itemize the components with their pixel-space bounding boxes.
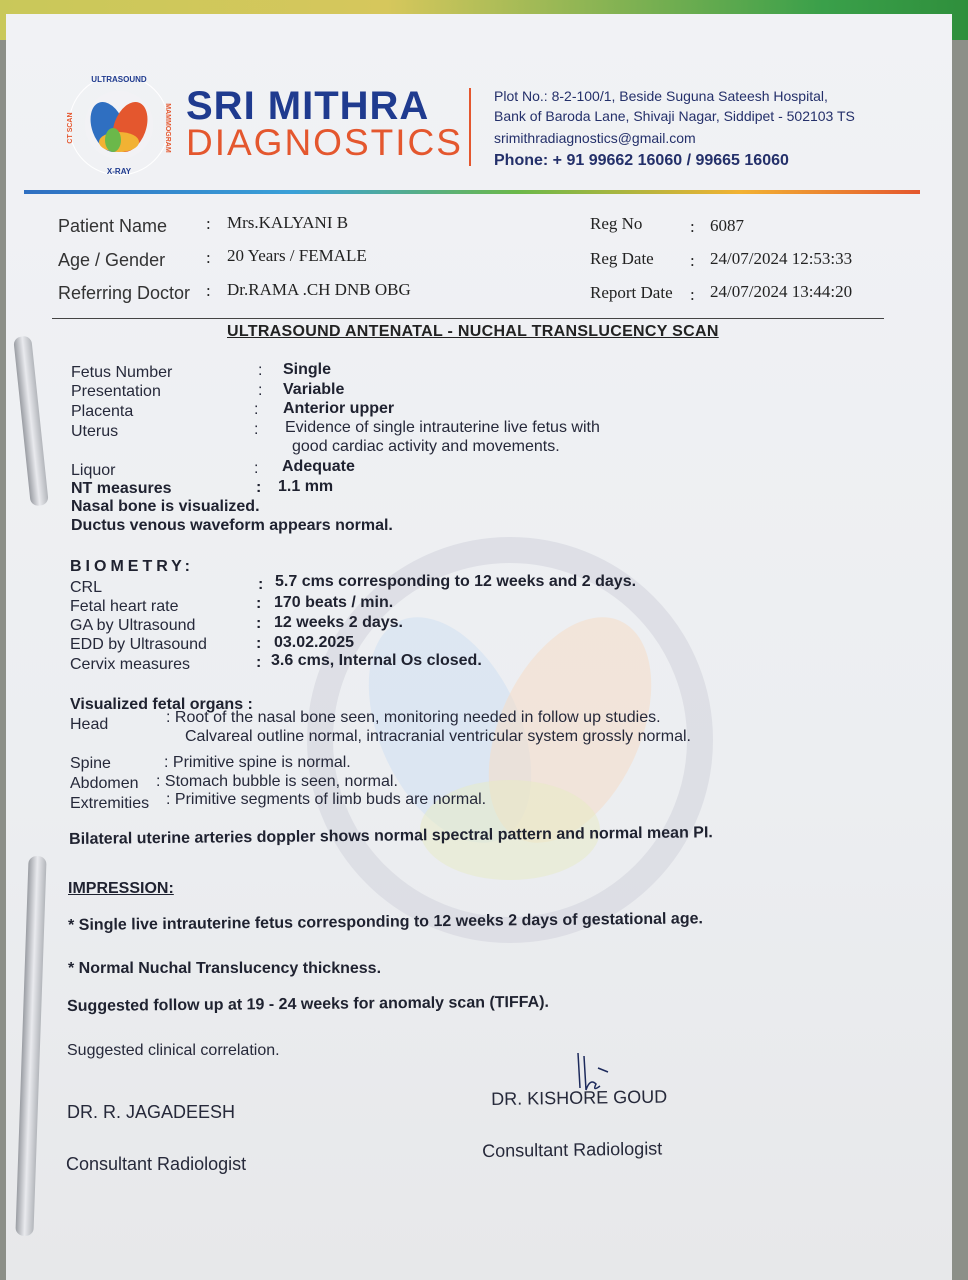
organ-label: Head <box>70 716 109 733</box>
finding-value: 1.1 mm <box>278 478 334 495</box>
biometry-colon: : <box>256 615 262 632</box>
organ-value: : Stomach bubble is seen, normal. <box>156 773 398 790</box>
biometry-colon: : <box>258 576 264 593</box>
organ-value-continued: Calvareal outline normal, intracranial ventricular system grossly normal. <box>185 728 691 745</box>
right-signatory-title: Consultant Radiologist <box>482 1138 663 1161</box>
patient-name-value: Mrs.KALYANI B <box>227 213 349 232</box>
section-divider <box>52 318 884 319</box>
finding-value: Adequate <box>282 458 355 475</box>
biometry-label: CRL <box>70 579 103 596</box>
biometry-label: GA by Ultrasound <box>70 617 196 634</box>
referring-doctor-colon: : <box>206 281 211 300</box>
svg-text:ULTRASOUND: ULTRASOUND <box>91 75 147 84</box>
left-signatory-name: DR. R. JAGADEESH <box>67 1102 236 1122</box>
organ-label: Abdomen <box>70 775 139 792</box>
svg-text:MAMMOGRAM: MAMMOGRAM <box>164 103 171 153</box>
report-date-label: Report Date <box>590 283 673 302</box>
nasal-bone-note: Nasal bone is visualized. <box>71 498 260 515</box>
report-title: ULTRASOUND ANTENATAL - NUCHAL TRANSLUCENCY SCAN <box>227 323 719 340</box>
finding-colon: : <box>258 382 263 399</box>
organ-label: Extremities <box>70 795 150 812</box>
report-date-colon: : <box>690 285 695 304</box>
biometry-value: 03.02.2025 <box>274 634 355 651</box>
svg-text:X-RAY: X-RAY <box>106 167 132 176</box>
ductus-venous-note: Ductus venous waveform appears normal. <box>71 517 393 534</box>
report-date-value: 24/07/2024 13:44:20 <box>710 282 853 301</box>
finding-colon: : <box>254 401 259 418</box>
reg-no-value: 6087 <box>710 216 744 235</box>
reg-no-label: Reg No <box>590 214 643 233</box>
reg-date-colon: : <box>690 251 695 270</box>
finding-label: Liquor <box>71 462 116 479</box>
referring-doctor-label: Referring Doctor <box>58 283 191 303</box>
brand-name-line1: SRI MITHRA <box>186 84 430 128</box>
finding-colon: : <box>254 421 259 438</box>
impression-heading: IMPRESSION: <box>68 880 174 897</box>
diagnostics-logo-icon <box>66 72 172 178</box>
organs-heading: Visualized fetal organs : <box>70 696 253 713</box>
impression-item: * Normal Nuchal Translucency thickness. <box>68 960 382 977</box>
finding-value: Anterior upper <box>283 400 395 417</box>
reg-date-value: 24/07/2024 12:53:33 <box>710 249 853 268</box>
age-gender-colon: : <box>206 248 211 267</box>
finding-value: Variable <box>283 381 345 398</box>
biometry-colon: : <box>256 635 262 652</box>
finding-colon: : <box>254 460 259 477</box>
biometry-colon: : <box>256 654 262 671</box>
biometry-value: 170 beats / min. <box>274 594 394 611</box>
follow-up-note: Suggested follow up at 19 - 24 weeks for anomaly scan (TIFFA). <box>67 993 550 1015</box>
header-divider <box>469 88 471 166</box>
address-line2: Bank of Baroda Lane, Shivaji Nagar, Siddipet - 502103 TS <box>494 108 855 124</box>
biometry-value: 12 weeks 2 days. <box>274 614 403 631</box>
right-signatory-name: DR. KISHORE GOUD <box>491 1086 668 1109</box>
finding-colon: : <box>256 479 262 496</box>
phone-number: Phone: + 91 99662 16060 / 99665 16060 <box>494 152 789 169</box>
finding-label: Fetus Number <box>71 364 173 381</box>
brand-name-line2: DIAGNOSTICS <box>186 122 463 163</box>
age-gender-label: Age / Gender <box>58 250 166 270</box>
patient-name-label: Patient Name <box>58 216 168 236</box>
organ-value: : Root of the nasal bone seen, monitoring needed in follow up studies. <box>166 709 661 726</box>
biometry-value: 3.6 cms, Internal Os closed. <box>271 652 482 669</box>
email-link[interactable]: srimithradiagnostics@gmail.com <box>494 130 696 146</box>
header-color-stripe <box>24 190 920 194</box>
biometry-label: EDD by Ultrasound <box>70 636 207 653</box>
reg-no-colon: : <box>690 217 695 236</box>
svg-text:CT SCAN: CT SCAN <box>67 112 74 144</box>
patient-name-colon: : <box>206 214 211 233</box>
finding-label: Placenta <box>71 403 134 420</box>
finding-label: Uterus <box>71 423 119 440</box>
address-line1: Plot No.: 8-2-100/1, Beside Suguna Sateesh Hospital, <box>494 88 828 104</box>
biometry-colon: : <box>256 595 262 612</box>
doppler-note: Bilateral uterine arteries doppler shows normal spectral pattern and normal mean PI. <box>69 824 713 848</box>
organ-label: Spine <box>70 755 111 772</box>
biometry-label: Fetal heart rate <box>70 598 179 615</box>
impression-item: * Single live intrauterine fetus corresponding to 12 weeks 2 days of gestational age. <box>68 910 703 934</box>
biometry-heading: BIOMETRY: <box>70 558 194 575</box>
finding-value: Single <box>283 361 332 378</box>
biometry-label: Cervix measures <box>70 656 191 673</box>
biometry-value: 5.7 cms corresponding to 12 weeks and 2 days. <box>275 573 637 590</box>
finding-label: Presentation <box>71 383 161 400</box>
organ-value: : Primitive segments of limb buds are normal. <box>166 791 487 808</box>
age-gender-value: 20 Years / FEMALE <box>227 246 367 265</box>
clinical-correlation-note: Suggested clinical correlation. <box>67 1042 280 1059</box>
referring-doctor-value: Dr.RAMA .CH DNB OBG <box>227 280 411 299</box>
left-signatory-title: Consultant Radiologist <box>66 1154 247 1174</box>
finding-value-continued: good cardiac activity and movements. <box>292 438 560 455</box>
organ-value: : Primitive spine is normal. <box>164 754 351 771</box>
finding-label: NT measures <box>71 480 172 497</box>
finding-value: Evidence of single intrauterine live fetus with <box>285 419 600 436</box>
reg-date-label: Reg Date <box>590 249 654 268</box>
finding-colon: : <box>258 362 263 379</box>
